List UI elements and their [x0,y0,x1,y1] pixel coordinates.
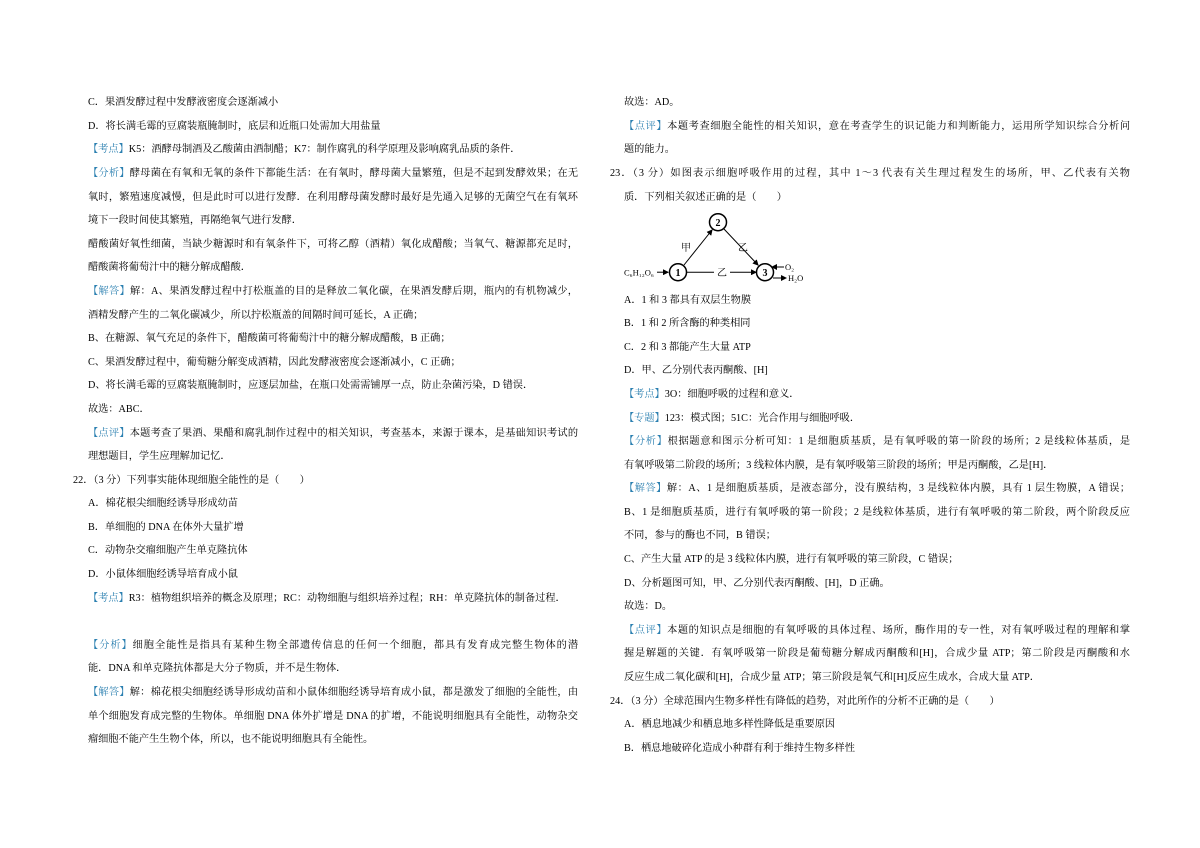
q21-analysis-text-5: 醋酸菌将葡萄汁中的糖分解成醋酸． [88,262,251,274]
q22-solution-text-2: 单个细胞发育成完整的生物体。单细胞 DNA 体外扩增是 DNA 的扩增，不能说明细胞具有全能性，动物杂交 [88,710,578,722]
q23-solution-text-2: B、1 是细胞质基质，进行有氧呼吸的第一阶段；2 是线粒体基质，进行有氧呼吸的第二阶段，两个阶段反应 [624,506,1130,518]
node-1-label: 1 [675,268,681,280]
right-column [610,91,1130,760]
q22-comment-line-2 [610,138,1130,162]
solution-label: 【解答】 [88,285,130,297]
q23-solution-line-3 [610,524,1130,548]
q22-option-b [73,516,578,540]
q23-solution-line-5 [610,572,1130,596]
q22-analysis-text-1: 细胞全能性是指具有某种生物全部遗传信息的任何一个细胞，都具有发育成完整生物体的潜 [132,639,579,651]
q22-analysis-line-1 [73,634,578,658]
q21-option-c-text: C．果酒发酵过程中发酵液密度会逐渐减小 [88,97,279,109]
comment-label: 【点评】 [88,427,130,439]
q21-solution-line-2 [73,304,578,328]
q21-kaodian-text: K5：酒酵母制酒及乙酸菌由酒制醋；K7：制作腐乳的科学原理及影响腐乳品质的条件． [128,144,521,156]
q24-option-b [610,737,1130,761]
q21-comment-line-2 [73,445,578,469]
q23-option-a [610,289,1130,313]
q23-stem-line-2 [610,186,1130,210]
q22-solution-line-3 [73,728,578,752]
q21-analysis-text-2: 氧时，繁殖速度减慢，但是此时可以进行发酵．在利用酵母菌发酵时最好是先通入足够的无菌空气在有氧环 [88,191,578,203]
q22-option-c-text: C．动物杂交瘤细胞产生单克隆抗体 [88,545,248,557]
q22-analysis-line-2 [73,657,578,681]
q23-solution-text-5: D、分析题图可知，甲、乙分别代表丙酮酸、[H]，D 正确。 [624,577,890,589]
comment-label: 【点评】 [624,120,668,132]
q21-answer-text: 故选：ABC． [88,403,150,415]
q22-answer-text: 故选：AD。 [624,97,680,109]
q21-solution-text-5: D、将长满毛霉的豆腐装瓶腌制时，应逐层加盐，在瓶口处需需铺厚一点，防止杂菌污染，D 错误． [88,380,534,392]
q22-solution-text-1: 解：棉花根尖细胞经诱导形成幼苗和小鼠体细胞经诱导培育成小鼠，都是激发了细胞的全能性，由 [129,687,579,699]
blank-line [73,610,578,634]
node-3-label: 3 [762,268,768,280]
solution-label: 【解答】 [624,483,667,495]
q21-analysis-text-3: 境下一段时间使其繁殖，再隔绝氧气进行发酵． [88,215,302,227]
q23-comment-line-3 [610,666,1130,690]
kaodian-label: 【考点】 [88,144,129,156]
q22-solution-line-2 [73,705,578,729]
q23-option-b-text: B．1 和 2 所含酶的种类相同 [624,318,751,330]
q22-comment-line-1 [610,115,1130,139]
q22-option-a [73,492,578,516]
q21-analysis-text-1: 酵母菌在有氧和无氧的条件下都能生活：在有氧时，酵母菌大量繁殖，但是不起到发酵效果；在无 [129,167,579,179]
q24-stem [610,690,1130,714]
q21-analysis-line-4 [73,233,578,257]
analysis-label: 【分析】 [88,167,130,179]
q22-answer [610,91,1130,115]
q21-analysis-line-3 [73,209,578,233]
q22-solution-text-3: 瘤细胞不能产生生物个体，所以，也不能说明细胞具有全能性。 [88,734,374,746]
q23-solution-text-4: C、产生大量 ATP 的是 3 线粒体内膜，进行有氧呼吸的第三阶段，C 错误； [624,554,959,566]
q21-solution-line-4 [73,351,578,375]
q21-comment-line-1 [73,422,578,446]
q21-option-d [73,115,578,139]
analysis-label: 【分析】 [88,639,133,651]
q21-solution-text-1: 解：A、果酒发酵过程中打松瓶盖的目的是释放二氧化碳，在果酒发酵后期，瓶内的有机物减少， [129,285,578,297]
q21-answer [73,398,578,422]
q21-solution-line-3 [73,327,578,351]
q22-comment-text-1: 本题考查细胞全能性的相关知识，意在考查学生的识记能力和判断能力，运用所学知识综合分析问 [667,120,1131,132]
q23-analysis-line-2 [610,454,1130,478]
kaodian-label: 【考点】 [624,388,665,400]
kaodian-label: 【考点】 [88,592,129,604]
q23-zhuanti [610,407,1130,431]
edge-1-3-label: 乙 [717,268,727,280]
q23-option-d [610,359,1130,383]
q21-analysis-text-4: 醋酸菌好氧性细菌，当缺少糖源时和有氧条件下，可将乙醇（酒精）氧化成醋酸；当氧气、糖源都充足时， [88,238,578,250]
q22-kaodian-text: R3：植物组织培养的概念及原理；RC：动物细胞与组织培养过程；RH：单克隆抗体的制备过程． [128,592,566,604]
q23-solution-text-1: 解：A、1 是细胞质基质，是液态部分，没有膜结构，3 是线粒体内膜，具有 1 层生物膜，A 错误； [666,483,1131,495]
q22-stem [73,469,578,493]
q21-solution-text-3: B、在糖源、氧气充足的条件下，醋酸菌可将葡萄汁中的糖分解成醋酸，B 正确； [88,333,451,345]
q23-stem-text-2: 质．下列相关叙述正确的是（ ） [624,191,787,203]
q23-comment-text-3: 反应生成二氧化碳和[H]，合成少量 ATP；第三阶段是氧气和[H]反应生成水，合成大量 ATP． [624,672,1040,684]
q21-option-c [73,91,578,115]
q23-solution-line-2 [610,501,1130,525]
edge-1-2-label: 甲 [681,243,691,255]
q22-option-d-text: D．小鼠体细胞经诱导培育成小鼠 [88,569,238,581]
analysis-label: 【分析】 [624,436,668,448]
q21-solution-line-1 [73,280,578,304]
q21-option-d-text: D．将长满毛霉的豆腐装瓶腌制时，底层和近瓶口处需加大用盐量 [88,120,381,132]
comment-label: 【点评】 [624,624,668,636]
q22-solution-line-1 [73,681,578,705]
q21-analysis-line-1 [73,162,578,186]
zhuanti-label: 【专题】 [624,412,665,424]
q23-comment-text-2: 握是解题的关键．有氧呼吸第一阶段是葡萄糖分解成丙酮酸和[H]，合成少量 ATP；第二阶段是丙酮酸和水 [624,648,1130,660]
q23-solution-line-1 [610,477,1130,501]
respiration-diagram [610,209,1130,288]
q22-comment-text-2: 题的能力。 [624,144,675,156]
q23-analysis-line-1 [610,430,1130,454]
q22-stem-text: 22．（3 分）下列事实能体现细胞全能性的是（ ） [73,474,310,486]
q23-comment-text-1: 本题的知识点是细胞的有氧呼吸的具体过程、场所，酶作用的专一性，对有氧呼吸过程的理解和掌 [667,624,1131,636]
q21-kaodian [73,138,578,162]
q23-option-c-text: C．2 和 3 都能产生大量 ATP [624,341,751,353]
q23-option-d-text: D．甲、乙分别代表丙酮酸、[H] [624,365,768,377]
q21-solution-text-4: C、果酒发酵过程中，葡萄糖分解变成酒精，因此发酵液密度会逐渐减小，C 正确； [88,356,461,368]
q24-option-a-text: A．栖息地减少和栖息地多样性降低是重要原因 [624,719,836,731]
q22-analysis-text-2: 能．DNA 和单克隆抗体都是大分子物质，并不是生物体． [88,663,347,675]
respiration-diagram-svg [610,209,820,289]
q23-solution-text-3: 不同，参与的酶也不同，B 错误； [624,530,776,542]
node-2-label: 2 [715,218,721,230]
q21-solution-text-2: 酒精发酵产生的二氧化碳减少，所以拧松瓶盖的间隔时间可延长，A 正确； [88,309,424,321]
q23-kaodian-text: 3O：细胞呼吸的过程和意义． [664,388,800,400]
input-o2-label: O₂ [785,262,795,273]
q22-option-c [73,539,578,563]
q23-solution-line-4 [610,548,1130,572]
left-column [73,91,578,752]
q21-comment-text-2: 理想题目，学生应理解加记忆． [88,451,231,463]
q24-stem-text: 24．（3 分）全球范围内生物多样性有降低的趋势，对此所作的分析不正确的是（ ） [610,695,1000,707]
q22-option-a-text: A．棉花根尖细胞经诱导形成幼苗 [88,498,238,510]
solution-label: 【解答】 [88,687,130,699]
q21-analysis-line-5 [73,256,578,280]
q23-kaodian [610,383,1130,407]
q21-analysis-line-2 [73,186,578,210]
q23-zhuanti-text: 123：模式图；51C：光合作用与细胞呼吸． [664,412,861,424]
q21-solution-line-5 [73,374,578,398]
edge-2-3-label: 乙 [738,243,748,255]
q21-comment-text-1: 本题考查了果酒、果醋和腐乳制作过程中的相关知识，考查基本，来源于课本，是基础知识考试的 [129,427,579,439]
output-h2o-label: H₂O [788,273,804,284]
q23-answer-text: 故选：D。 [624,601,673,613]
q23-stem-text-1: 23．（3 分）如图表示细胞呼吸作用的过程，其中 1～3 代表有关生理过程发生的场所，甲、乙代表有关物 [610,167,1130,179]
q22-option-b-text: B．单细胞的 DNA 在体外大量扩增 [88,521,244,533]
q23-stem-line-1 [610,162,1130,186]
q23-comment-line-1 [610,619,1130,643]
q23-comment-line-2 [610,642,1130,666]
q24-option-b-text: B．栖息地破碎化造成小种群有利于维持生物多样性 [624,742,855,754]
q24-option-a [610,713,1130,737]
q23-option-a-text: A．1 和 3 都具有双层生物膜 [624,294,752,306]
q23-answer [610,595,1130,619]
q23-analysis-text-1: 根据题意和图示分析可知：1 是细胞质基质，是有氧呼吸的第一阶段的场所；2 是线粒体基质，是 [667,436,1131,448]
q23-analysis-text-2: 有氧呼吸第二阶段的场所；3 线粒体内膜，是有氧呼吸第三阶段的场所；甲是丙酮酸，乙是[H]． [624,459,1054,471]
substrate-label: C₆H₁₂O₆ [624,267,654,278]
q22-option-d [73,563,578,587]
q22-kaodian [73,587,578,611]
q23-option-b [610,312,1130,336]
q23-option-c [610,336,1130,360]
